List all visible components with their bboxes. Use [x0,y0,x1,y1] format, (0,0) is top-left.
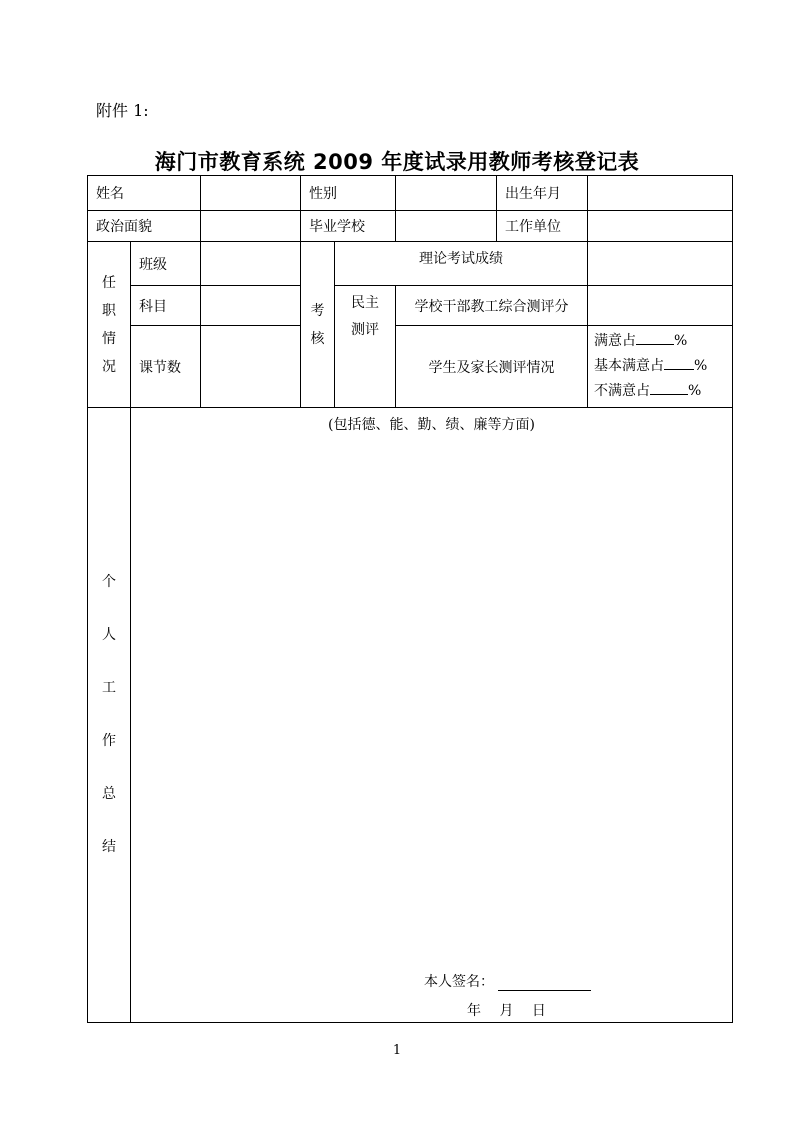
class-field[interactable] [201,242,301,286]
signature-line[interactable] [498,974,591,991]
attachment-label: 附件 1: [96,101,149,120]
basic-satisfied-row: 基本满意占 % [594,354,732,379]
school-field[interactable] [396,211,497,242]
satisfied-row: 满意占 % [594,329,732,354]
lessons-field[interactable] [201,326,301,408]
satisfaction-breakdown [588,326,733,408]
summary-note: (包括德、能、勤、绩、廉等方面) [328,417,535,433]
form-title: 海门市教育系统 2009 年度试录用教师考核登记表 [154,150,640,174]
satisfied-blank[interactable] [636,330,674,345]
position-section-label: 任 职 情 况 [88,242,131,408]
politics-label: 政治面貌 [88,211,201,242]
birth-label: 出生年月 [497,176,588,211]
lessons-label: 课节数 [131,326,201,408]
registration-form-table [87,175,733,1023]
work-summary-section-label: 个 人 工 作 总 结 [88,408,131,1023]
signature-row [424,971,591,991]
cadre-evaluation-field[interactable] [588,286,733,326]
name-label: 姓名 [88,176,201,211]
subject-label: 科目 [131,286,201,326]
signature-label: 本人签名： [424,974,494,990]
cadre-evaluation-label: 学校干部教工综合测评分 [396,286,588,326]
assessment-section-label: 考 核 [301,242,335,408]
unsatisfied-row: 不满意占 % [594,379,732,404]
subject-field[interactable] [201,286,301,326]
theory-exam-field[interactable] [588,242,733,286]
parent-evaluation-label: 学生及家长测评情况 [396,326,588,408]
democratic-evaluation-label: 民主 测评 [335,286,396,408]
school-label: 毕业学校 [301,211,396,242]
theory-exam-label: 理论考试成绩 [335,242,588,286]
birth-field[interactable] [588,176,733,211]
name-field[interactable] [201,176,301,211]
page-number: 1 [392,1043,402,1058]
date-label: 年 月 日 [467,1003,546,1019]
workplace-label: 工作单位 [497,211,588,242]
politics-field[interactable] [201,211,301,242]
gender-field[interactable] [396,176,497,211]
workplace-field[interactable] [588,211,733,242]
work-summary-field[interactable] [131,408,733,1023]
gender-label: 性别 [301,176,396,211]
class-label: 班级 [131,242,201,286]
unsatisfied-blank[interactable] [650,380,688,395]
basic-satisfied-blank[interactable] [664,355,694,370]
